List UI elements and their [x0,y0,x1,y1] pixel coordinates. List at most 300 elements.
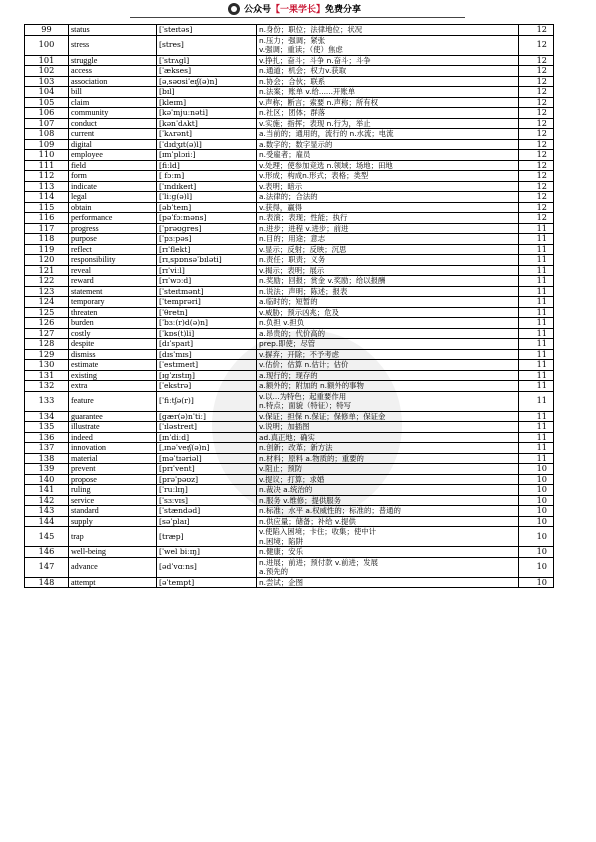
phonetic-cell: [ˈstændəd] [157,506,257,517]
frequency-cell: 11 [519,443,554,454]
phonetic-cell: [bɪl] [157,87,257,98]
meaning-cell: a.法律的；合法的 [257,192,519,203]
table-row [25,453,554,464]
frequency-cell: 12 [519,25,554,36]
phonetic-cell: [ˈbɜː(r)d(ə)n] [157,318,257,329]
frequency-cell: 12 [519,213,554,224]
table-row [25,328,554,339]
row-number-cell: 132 [25,381,69,392]
row-number-cell: 141 [25,485,69,496]
meaning-cell: n.裁决 a.统治的 [257,485,519,496]
word-cell: form [69,171,157,182]
frequency-cell: 12 [519,87,554,98]
table-row [25,97,554,108]
row-number-cell: 129 [25,349,69,360]
table-row [25,192,554,203]
word-cell: threaten [69,307,157,318]
phonetic-cell: [ɪgˈzɪstɪŋ] [157,370,257,381]
word-cell: status [69,25,157,36]
frequency-cell: 11 [519,307,554,318]
word-cell: obtain [69,202,157,213]
row-number-cell: 127 [25,328,69,339]
row-number-cell: 99 [25,25,69,36]
phonetic-cell: [træp] [157,527,257,547]
table-row [25,318,554,329]
word-cell: ruling [69,485,157,496]
meaning-cell: v.威胁；预示凶兆；危及 [257,307,519,318]
meaning-cell: n.责任；职责；义务 [257,255,519,266]
row-number-cell: 123 [25,286,69,297]
word-cell: digital [69,139,157,150]
meaning-cell: n.受雇者；雇员 [257,150,519,161]
meaning-cell: v.使陷入困境；卡住；收集；使中计 n.困境；陷阱 [257,527,519,547]
word-cell: estimate [69,360,157,371]
phonetic-cell: [prəˈpəʊz] [157,474,257,485]
phonetic-cell: [ˈfiːtʃə(r)] [157,391,257,411]
meaning-cell: v.提议；打算；求婚 [257,474,519,485]
wechat-logo-icon [228,3,240,15]
meaning-cell: n.说法；声明；陈述；报表 [257,286,519,297]
table-row [25,464,554,475]
frequency-cell: 12 [519,129,554,140]
meaning-cell: prep.即使；尽管 [257,339,519,350]
table-row [25,171,554,182]
row-number-cell: 109 [25,139,69,150]
row-number-cell: 121 [25,265,69,276]
header-suffix: 免费分享 [325,5,362,15]
frequency-cell: 12 [519,181,554,192]
row-number-cell: 126 [25,318,69,329]
table-row [25,25,554,36]
phonetic-cell: [gær(ə)nˈtiː] [157,411,257,422]
meaning-cell: a.临时的；短暂的 [257,297,519,308]
row-number-cell: 137 [25,443,69,454]
row-number-cell: 135 [25,422,69,433]
meaning-cell: n.压力；强调；紧张 v.强调；重读；（使）焦虑 [257,35,519,55]
phonetic-cell: [ˈθretn] [157,307,257,318]
frequency-cell: 12 [519,139,554,150]
phonetic-cell: [ fɔːm] [157,171,257,182]
word-cell: struggle [69,55,157,66]
word-cell: burden [69,318,157,329]
word-cell: reflect [69,244,157,255]
row-number-cell: 148 [25,577,69,588]
table-row [25,547,554,558]
frequency-cell: 11 [519,381,554,392]
vocabulary-table [24,24,554,588]
meaning-cell: n.进展；前进；预付款 v.前进；发展 a.预先的 [257,557,519,577]
page-header [0,0,596,22]
table-row [25,150,554,161]
row-number-cell: 144 [25,516,69,527]
word-cell: well-being [69,547,157,558]
frequency-cell: 11 [519,411,554,422]
frequency-cell: 11 [519,349,554,360]
word-cell: conduct [69,118,157,129]
phonetic-cell: [ˈkʌrənt] [157,129,257,140]
word-cell: indeed [69,432,157,443]
row-number-cell: 106 [25,108,69,119]
meaning-cell: n.奖励；回报；赏金 v.奖励；给以报酬 [257,276,519,287]
word-cell: advance [69,557,157,577]
meaning-cell: v.保证；担保 n.保证；保修单；保证金 [257,411,519,422]
table-row [25,108,554,119]
meaning-cell: n.负担 v.担负 [257,318,519,329]
phonetic-cell: [məˈtɪəriəl] [157,453,257,464]
frequency-cell: 10 [519,557,554,577]
table-row [25,255,554,266]
meaning-cell: v.获得，赢得 [257,202,519,213]
frequency-cell: 10 [519,547,554,558]
word-cell: employee [69,150,157,161]
phonetic-cell: [dɪˈspaɪt] [157,339,257,350]
meaning-cell: v.实施；指挥；表现 n.行为，举止 [257,118,519,129]
table-row [25,118,554,129]
phonetic-cell: [ˈwel biːɪŋ] [157,547,257,558]
phonetic-cell: [ədˈvɑːns] [157,557,257,577]
meaning-cell: a.额外的；附加的 n.额外的事物 [257,381,519,392]
word-cell: extra [69,381,157,392]
word-cell: illustrate [69,422,157,433]
table-row [25,55,554,66]
row-number-cell: 146 [25,547,69,558]
phonetic-cell: [pəˈfɔːməns] [157,213,257,224]
frequency-cell: 10 [519,495,554,506]
row-number-cell: 124 [25,297,69,308]
phonetic-cell: [ˈɪləstreɪt] [157,422,257,433]
phonetic-cell: [rɪˈflekt] [157,244,257,255]
phonetic-cell: [ˈsteɪtəs] [157,25,257,36]
frequency-cell: 12 [519,192,554,203]
frequency-cell: 11 [519,318,554,329]
word-cell: feature [69,391,157,411]
row-number-cell: 136 [25,432,69,443]
table-row [25,129,554,140]
table-row [25,506,554,517]
table-row [25,307,554,318]
table-row [25,349,554,360]
table-row [25,370,554,381]
phonetic-cell: [ɪnˈdiːd] [157,432,257,443]
header-divider [130,17,465,18]
frequency-cell: 11 [519,234,554,245]
header-brand: 【一果学长】 [271,5,326,15]
row-number-cell: 101 [25,55,69,66]
row-number-cell: 103 [25,76,69,87]
frequency-cell: 10 [519,464,554,475]
meaning-cell: n.法案；账单 v.给......开账单 [257,87,519,98]
word-cell: progress [69,223,157,234]
word-cell: purpose [69,234,157,245]
row-number-cell: 147 [25,557,69,577]
frequency-cell: 11 [519,391,554,411]
row-number-cell: 100 [25,35,69,55]
frequency-cell: 11 [519,276,554,287]
word-cell: indicate [69,181,157,192]
meaning-cell: a.昂贵的；代价高的 [257,328,519,339]
phonetic-cell: [ˈækses] [157,66,257,77]
word-cell: performance [69,213,157,224]
phonetic-cell: [fiːld] [157,160,257,171]
frequency-cell: 12 [519,160,554,171]
row-number-cell: 105 [25,97,69,108]
phonetic-cell: [ˈsɜːvɪs] [157,495,257,506]
row-number-cell: 118 [25,234,69,245]
meaning-cell: v.说明；加插图 [257,422,519,433]
table-row [25,485,554,496]
table-row [25,139,554,150]
word-cell: reward [69,276,157,287]
row-number-cell: 139 [25,464,69,475]
row-number-cell: 112 [25,171,69,182]
row-number-cell: 122 [25,276,69,287]
meaning-cell: n.服务 v.维修；提供服务 [257,495,519,506]
word-cell: propose [69,474,157,485]
word-cell: stress [69,35,157,55]
word-cell: standard [69,506,157,517]
row-number-cell: 120 [25,255,69,266]
table-row [25,87,554,98]
table-row [25,443,554,454]
table-row [25,223,554,234]
table-row [25,391,554,411]
frequency-cell: 12 [519,55,554,66]
phonetic-cell: [ˈruːlɪŋ] [157,485,257,496]
phonetic-cell: [ˈekstrə] [157,381,257,392]
row-number-cell: 108 [25,129,69,140]
phonetic-cell: [kleɪm] [157,97,257,108]
frequency-cell: 11 [519,244,554,255]
meaning-cell: n.进步；进程 v.进步；前进 [257,223,519,234]
phonetic-cell: [kənˈdʌkt] [157,118,257,129]
frequency-cell: 12 [519,202,554,213]
table-row [25,276,554,287]
row-number-cell: 130 [25,360,69,371]
frequency-cell: 10 [519,527,554,547]
word-cell: claim [69,97,157,108]
meaning-cell: v.声称；断言；索要 n.声称；所有权 [257,97,519,108]
word-cell: legal [69,192,157,203]
word-cell: responsibility [69,255,157,266]
table-row [25,577,554,588]
word-cell: access [69,66,157,77]
phonetic-cell: [əbˈteɪn] [157,202,257,213]
meaning-cell: n.目的；用途；意志 [257,234,519,245]
row-number-cell: 104 [25,87,69,98]
phonetic-cell: [əˌsəʊsiˈeɪʃ(ə)n] [157,76,257,87]
frequency-cell: 11 [519,255,554,266]
meaning-cell: v.以...为特色；起重要作用 n.特点；面貌（特征）；特写 [257,391,519,411]
table-row [25,265,554,276]
meaning-cell: v.显示；反射；反映；沉思 [257,244,519,255]
phonetic-cell: [ˈpɜːpəs] [157,234,257,245]
word-cell: innovation [69,443,157,454]
header-title [228,2,361,15]
word-cell: guarantee [69,411,157,422]
frequency-cell: 10 [519,577,554,588]
table-row [25,495,554,506]
row-number-cell: 114 [25,192,69,203]
meaning-cell: n.通道；机会；权力v.获取 [257,66,519,77]
phonetic-cell: [ˈestɪmeɪt] [157,360,257,371]
table-row [25,234,554,245]
table-row [25,213,554,224]
table-row [25,381,554,392]
frequency-cell: 12 [519,150,554,161]
row-number-cell: 134 [25,411,69,422]
meaning-cell: v.形成；构成n.形式；表格；类型 [257,171,519,182]
word-cell: current [69,129,157,140]
phonetic-cell: [ˌɪnəˈveɪʃ(ə)n] [157,443,257,454]
word-cell: supply [69,516,157,527]
phonetic-cell: [ˈprəʊgres] [157,223,257,234]
table-row [25,339,554,350]
frequency-cell: 12 [519,118,554,129]
word-cell: prevent [69,464,157,475]
row-number-cell: 140 [25,474,69,485]
meaning-cell: v.摒弃；开除；不予考虑 [257,349,519,360]
row-number-cell: 115 [25,202,69,213]
phonetic-cell: [ˈkɒs(t)li] [157,328,257,339]
frequency-cell: 12 [519,171,554,182]
table-row [25,411,554,422]
table-row [25,76,554,87]
frequency-cell: 12 [519,35,554,55]
word-cell: statement [69,286,157,297]
frequency-cell: 11 [519,265,554,276]
table-row [25,516,554,527]
frequency-cell: 11 [519,422,554,433]
table-row [25,160,554,171]
row-number-cell: 119 [25,244,69,255]
meaning-cell: n.创新；改革；新方法 [257,443,519,454]
table-row [25,360,554,371]
phonetic-cell: [ɪmˈplɔɪiː] [157,150,257,161]
table-row [25,244,554,255]
phonetic-cell: [stres] [157,35,257,55]
frequency-cell: 10 [519,506,554,517]
frequency-cell: 10 [519,516,554,527]
phonetic-cell: [ˈdɪdʒɪt(ə)l] [157,139,257,150]
frequency-cell: 11 [519,432,554,443]
word-cell: field [69,160,157,171]
frequency-cell: 11 [519,223,554,234]
row-number-cell: 128 [25,339,69,350]
phonetic-cell: [kəˈmjuːnəti] [157,108,257,119]
meaning-cell: v.阻止；预防 [257,464,519,475]
word-cell: reveal [69,265,157,276]
word-cell: despite [69,339,157,350]
row-number-cell: 110 [25,150,69,161]
row-number-cell: 145 [25,527,69,547]
table-row [25,297,554,308]
row-number-cell: 117 [25,223,69,234]
frequency-cell: 11 [519,328,554,339]
meaning-cell: v.估价；估算 n.估计；估价 [257,360,519,371]
row-number-cell: 113 [25,181,69,192]
phonetic-cell: [dɪsˈmɪs] [157,349,257,360]
phonetic-cell: [ˈliːg(ə)l] [157,192,257,203]
table-row [25,35,554,55]
phonetic-cell: [ˈsteɪtmənt] [157,286,257,297]
table-row [25,202,554,213]
table-row [25,527,554,547]
table-row [25,474,554,485]
table-row [25,286,554,297]
meaning-cell: a.现行的；现存的 [257,370,519,381]
frequency-cell: 11 [519,339,554,350]
meaning-cell: n.协会；合伙；联系 [257,76,519,87]
meaning-cell: v.揭示；表明；展示 [257,265,519,276]
frequency-cell: 11 [519,297,554,308]
word-cell: service [69,495,157,506]
word-cell: bill [69,87,157,98]
table-row [25,181,554,192]
vocabulary-table-body [25,25,554,588]
meaning-cell: n.尝试；企图 [257,577,519,588]
word-cell: material [69,453,157,464]
row-number-cell: 125 [25,307,69,318]
word-cell: costly [69,328,157,339]
meaning-cell: n.身份；职位；法律地位；状况 [257,25,519,36]
phonetic-cell: [əˈtempt] [157,577,257,588]
table-row [25,422,554,433]
word-cell: community [69,108,157,119]
word-cell: temporary [69,297,157,308]
row-number-cell: 102 [25,66,69,77]
phonetic-cell: [prɪˈvent] [157,464,257,475]
frequency-cell: 11 [519,360,554,371]
word-cell: dismiss [69,349,157,360]
frequency-cell: 12 [519,97,554,108]
word-cell: existing [69,370,157,381]
row-number-cell: 111 [25,160,69,171]
word-cell: attempt [69,577,157,588]
meaning-cell: n.供应量；储备；补给 v.提供 [257,516,519,527]
table-row [25,557,554,577]
meaning-cell: n.健康；安乐 [257,547,519,558]
phonetic-cell: [ˈtemprəri] [157,297,257,308]
row-number-cell: 116 [25,213,69,224]
phonetic-cell: [səˈplaɪ] [157,516,257,527]
row-number-cell: 133 [25,391,69,411]
meaning-cell: n.社区；团体；群落 [257,108,519,119]
meaning-cell: n.标准；水平 a.权威性的；标准的；普通的 [257,506,519,517]
phonetic-cell: [rɪˈviːl] [157,265,257,276]
frequency-cell: 11 [519,453,554,464]
meaning-cell: n.材料；原料 a.物质的；重要的 [257,453,519,464]
meaning-cell: a.当前的；通用的，流行的 n.水流；电流 [257,129,519,140]
row-number-cell: 143 [25,506,69,517]
header-prefix: 公众号 [244,5,272,15]
frequency-cell: 12 [519,66,554,77]
word-cell: trap [69,527,157,547]
row-number-cell: 107 [25,118,69,129]
meaning-cell: v.挣扎；奋斗；斗争 n.奋斗；斗争 [257,55,519,66]
frequency-cell: 12 [519,76,554,87]
word-cell: association [69,76,157,87]
meaning-cell: v.表明；暗示 [257,181,519,192]
frequency-cell: 12 [519,108,554,119]
row-number-cell: 138 [25,453,69,464]
table-row [25,66,554,77]
row-number-cell: 142 [25,495,69,506]
phonetic-cell: [ˈɪndɪkeɪt] [157,181,257,192]
frequency-cell: 10 [519,485,554,496]
meaning-cell: a.数字的；数字显示的 [257,139,519,150]
phonetic-cell: [ˈstrʌgl] [157,55,257,66]
frequency-cell: 11 [519,370,554,381]
